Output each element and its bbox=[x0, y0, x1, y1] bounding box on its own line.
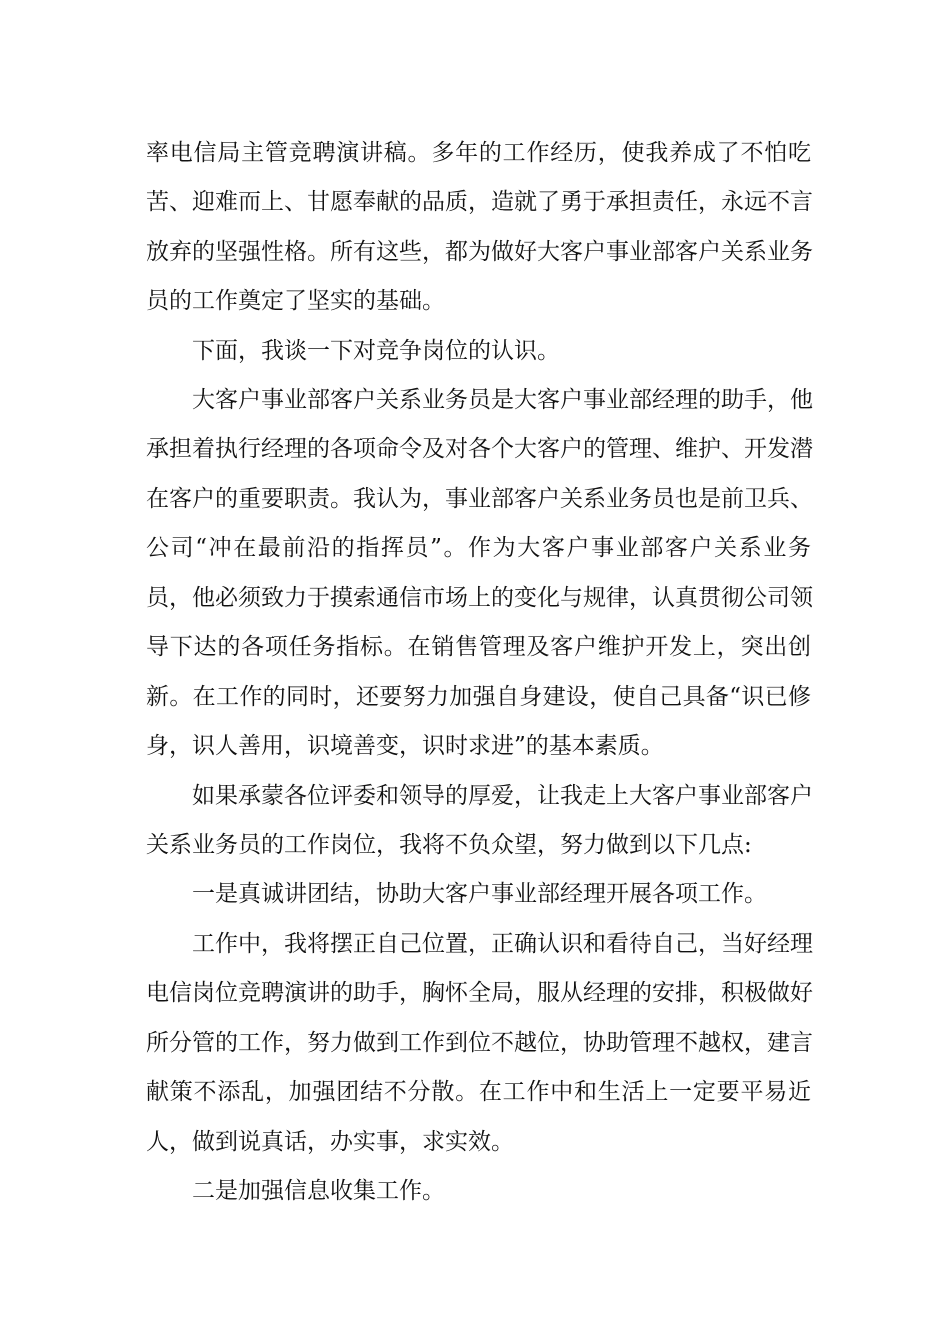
text-line: 员的工作奠定了坚实的基础。 bbox=[146, 288, 445, 314]
text-line: 下面，我谈一下对竞争岗位的认识。 bbox=[192, 338, 560, 364]
text-line: 大客户事业部客户关系业务员是大客户事业部经理的助手，他 bbox=[192, 387, 813, 413]
text-line: 身，识人善用，识境善变，识时求进”的基本素质。 bbox=[146, 733, 664, 759]
text-line: 率电信局主管竞聘演讲稿。多年的工作经历，使我养成了不怕吃 bbox=[146, 140, 811, 166]
text-line: 公司“冲在最前沿的指挥员”。作为大客户事业部客户关系业务 bbox=[146, 535, 811, 561]
text-line: 新。在工作的同时，还要努力加强自身建设，使自己具备“识已修 bbox=[146, 684, 811, 710]
text-line: 二是加强信息收集工作。 bbox=[192, 1178, 445, 1204]
text-line: 所分管的工作，努力做到工作到位不越位，协助管理不越权，建言 bbox=[146, 1030, 813, 1056]
text-line: 献策不添乱，加强团结不分散。在工作中和生活上一定要平易近 bbox=[146, 1079, 811, 1105]
text-line: 关系业务员的工作岗位，我将不负众望，努力做到以下几点: bbox=[146, 832, 752, 858]
text-line: 导下达的各项任务指标。在销售管理及客户维护开发上，突出创 bbox=[146, 634, 811, 660]
text-line: 在客户的重要职责。我认为，事业部客户关系业务员也是前卫兵、 bbox=[146, 486, 813, 512]
text-line: 如果承蒙各位评委和领导的厚爱，让我走上大客户事业部客户 bbox=[192, 783, 813, 809]
text-line: 工作中，我将摆正自己位置，正确认识和看待自己，当好经理 bbox=[192, 931, 813, 957]
text-line: 人，做到说真话，办实事，求实效。 bbox=[146, 1129, 514, 1155]
text-line: 一是真诚讲团结，协助大客户事业部经理开展各项工作。 bbox=[192, 881, 767, 907]
text-line: 承担着执行经理的各项命令及对各个大客户的管理、维护、开发潜 bbox=[146, 436, 813, 462]
text-line: 放弃的坚强性格。所有这些，都为做好大客户事业部客户关系业务 bbox=[146, 239, 813, 265]
text-line: 电信岗位竞聘演讲的助手，胸怀全局，服从经理的安排，积极做好 bbox=[146, 980, 813, 1006]
text-line: 员，他必须致力于摸索通信市场上的变化与规律，认真贯彻公司领 bbox=[146, 585, 813, 611]
text-line: 苦、迎难而上、甘愿奉献的品质，造就了勇于承担责任，永远不言 bbox=[146, 189, 813, 215]
